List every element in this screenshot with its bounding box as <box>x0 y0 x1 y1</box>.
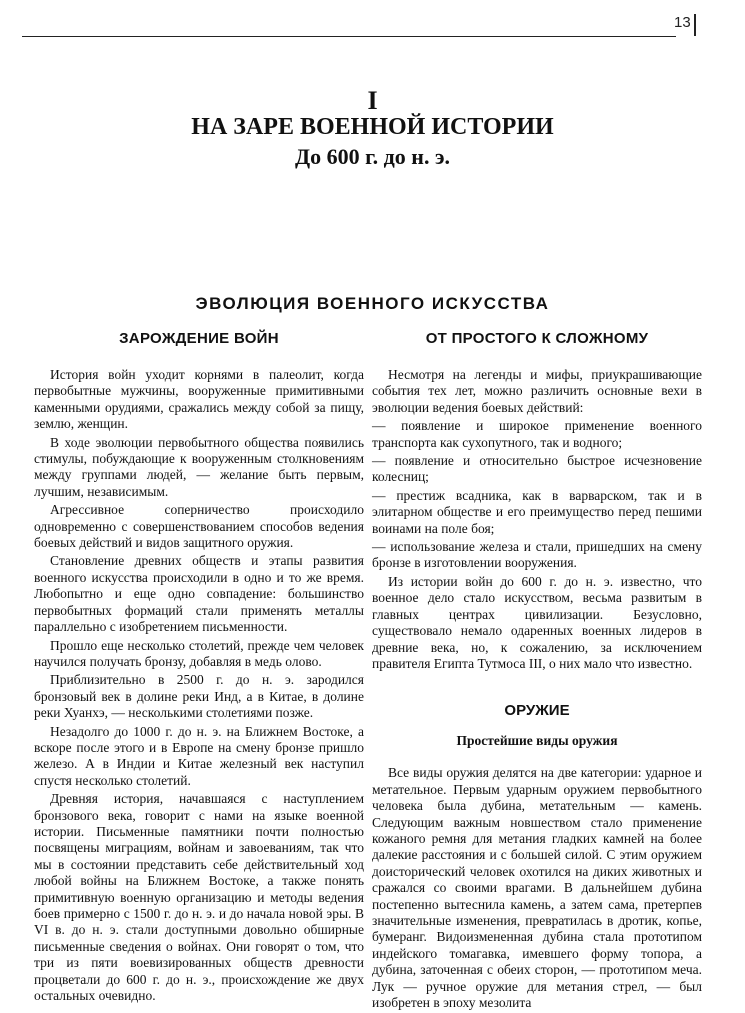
left-column <box>34 330 364 1006</box>
section-gap <box>372 674 702 702</box>
paragraph: Из истории войн до 600 г. до н. э. известно, что военное дело стало искусством, весьма развитым в главных центрах цивилизации. Безусловно, существовало немало одаренных военных лидеров в древние века, но, к сожалению, за исключением правителя Египта Тутмоса III, о них мало что известно. <box>372 573 702 671</box>
page-number-bar <box>694 14 696 36</box>
page-number: 13 <box>674 14 691 31</box>
weapons-subheading: Простейшие виды оружия <box>456 733 618 749</box>
paragraph: Несмотря на легенды и мифы, приукрашивающие события тех лет, можно различить основные вехи в эволюции ведения боевых действий: <box>372 367 702 415</box>
header-rule <box>22 36 676 37</box>
paragraph: Приблизительно в 2500 г. до н. э. зародился бронзовый век в долине реки Инд, а в Китае, в долине реки Хуанхэ, — несколькими столетиями позже. <box>34 672 364 721</box>
list-item: — появление и широкое применение военного транспорта как сухопутного, так и водного; <box>372 418 702 450</box>
paragraph: В ходе эволюции первобытного общества появились стимулы, побуждающие к вооруженным столкновениям между группами людей, — желание быть первым, лучшим, независимым. <box>34 434 364 499</box>
chapter-period: До 600 г. до н. э. <box>295 144 450 169</box>
weapons-heading: ОРУЖИЕ <box>504 702 570 720</box>
paragraph: Древняя история, начавшаяся с наступлением бронзового века, говорит с нами на языке военной истории. Письменные памятники почти полностью посвящены миграциям, войнам и завоеваниям, так что мы в состоянии представить себе действительный ход любой войны на Ближнем Востоке, а также понять примитивную военную организацию и методы ведения боев примерно с 1500 г. до н. э. и до начала новой эры. В VI в. до н. э. стали доступными довольно обширные письменные сведения о войнах. Они говорят о том, что три из пяти воевизированных обществ древности процветали до 600 г. до н. э., происхождение же двух остальных очевидно. <box>34 791 364 1004</box>
section-title: ЭВОЛЮЦИЯ ВОЕННОГО ИСКУССТВА <box>195 294 550 313</box>
paragraph: История войн уходит корнями в палеолит, когда первобытные мужчины, вооруженные примитивными каменными орудиями, сражались между собой за пищу, землю, женщин. <box>34 367 364 432</box>
chapter-title: НА ЗАРЕ ВОЕННОЙ ИСТОРИИ <box>191 114 554 140</box>
right-column <box>372 330 702 1013</box>
list-item: — престиж всадника, как в варварском, так и в элитарном обществе и его преимущество перед пешими воинами на поле боя; <box>372 487 702 536</box>
paragraph: Агрессивное соперничество происходило одновременно с совершенствованием способов ведения боевых действий и видов защитного оружия. <box>34 502 364 551</box>
paragraph: Прошло еще несколько столетий, прежде чем человек научился получать бронзу, добавляя в медь олово. <box>34 637 364 669</box>
left-column-heading: ЗАРОЖДЕНИЕ ВОЙН <box>119 330 279 347</box>
list-item: — появление и относительно быстрое исчезновение колесниц; <box>372 453 702 485</box>
paragraph: Незадолго до 1000 г. до н. э. на Ближнем Востоке, а вскоре после этого и в Европе на смену бронзе пришло железо. А в Индии и Китае железный век наступил спустя несколько столетий. <box>34 723 364 788</box>
chapter-number: I <box>367 86 378 115</box>
paragraph: Становление древних обществ и этапы развития военного искусства происходили в одно и то же время. Любопытно и еще одно совпадение: большинство первобытных формаций стали применять металлы параллельно с изобретением письменности. <box>34 553 364 635</box>
list-item: — использование железа и стали, пришедших на смену бронзе в изготовлении вооружения. <box>372 539 702 571</box>
right-column-heading: ОТ ПРОСТОГО К СЛОЖНОМУ <box>425 330 649 347</box>
paragraph: Все виды оружия делятся на две категории: ударное и метательное. Первым ударным оружием первобытного человека была дубина, метательным — камень. Следующим важным новшеством стало применение кожаного ремня для метания гладких камней на более далекие расстояния и с большей силой. С этим оружием доисторический человек охотился на диких животных и сражался со своими врагами. В дальнейшем дубина постепенно вытеснила камень, а затем сама, претерпев значительные изменения, превратилась в дротик, копье, бумеранг. Видоизмененная дубина стала прототипом индейского томагавка, имевшего форму топора, а дубина, заточенная с обеих сторон, — прототипом меча. Лук — ручное оружие для метания стрел, — был изобретен в эпоху мезолита <box>372 765 702 1010</box>
